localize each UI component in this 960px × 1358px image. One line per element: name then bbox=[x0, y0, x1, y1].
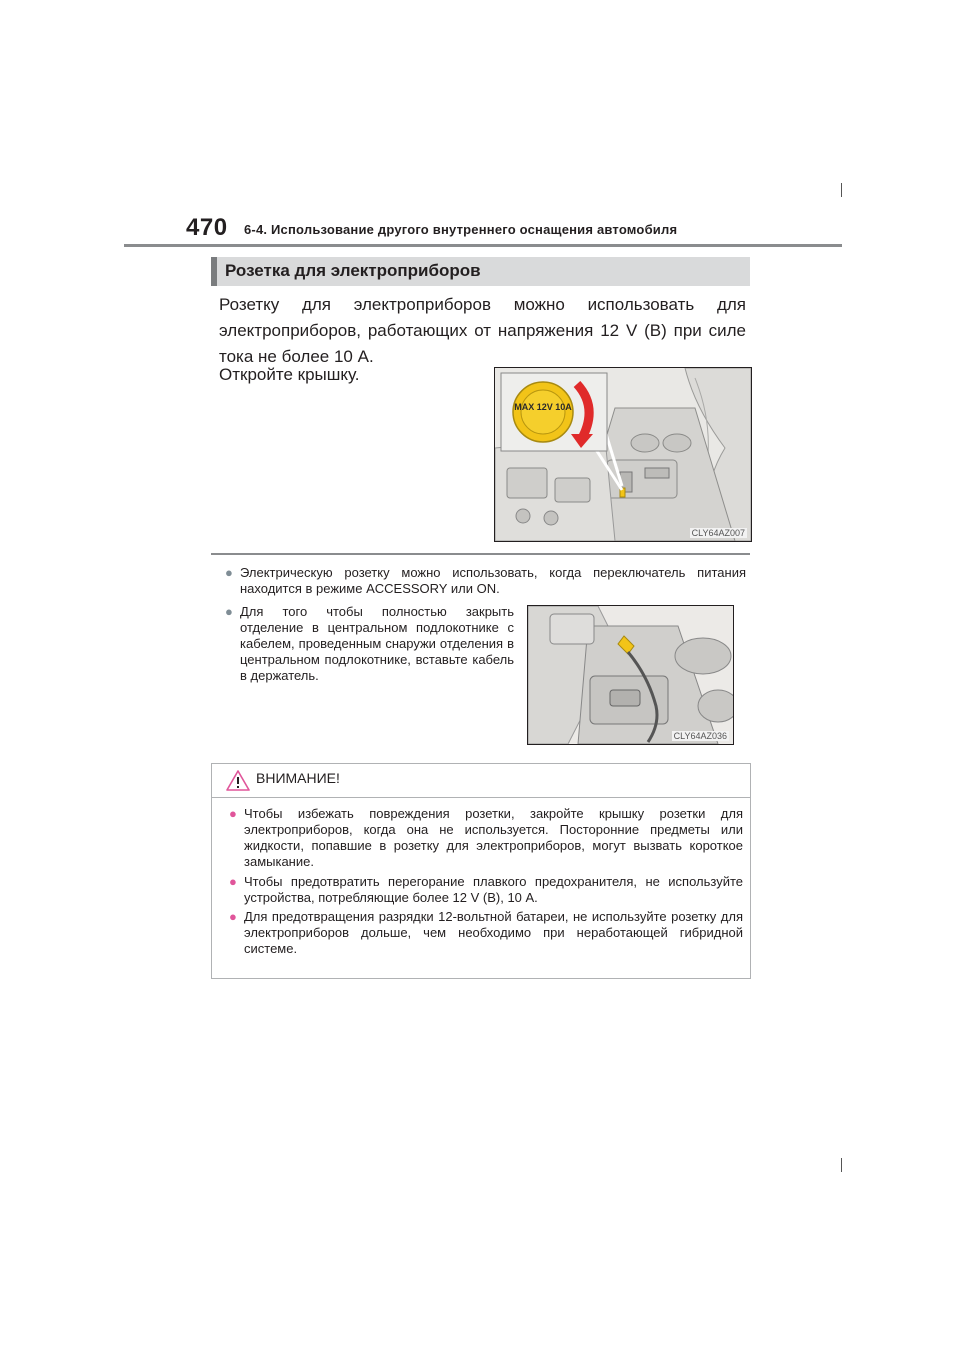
intro-paragraph: Розетку для электроприборов можно использовать для электроприборов, работающих от напряжения 12 V (В) при силе тока не более 10 А. bbox=[219, 295, 746, 366]
console-illustration bbox=[495, 368, 751, 541]
bullet-icon: ● bbox=[229, 909, 237, 924]
note-text: Электрическую розетку можно использовать, когда переключатель питания находится в режиме ACCESSORY или ON. bbox=[240, 565, 746, 596]
caution-title: ВНИМАНИЕ! bbox=[256, 770, 340, 786]
note-text: Для того чтобы полностью закрыть отделение в центральном подлокотнике с кабелем, проведенным снаружи отделения в центральном подлокотнике, вставьте кабель в держатель. bbox=[240, 604, 514, 683]
header-rule bbox=[124, 244, 842, 247]
caution-separator bbox=[212, 797, 750, 798]
caution-text: Для предотвращения разрядки 12-вольтной батареи, не используйте розетку для электроприборов дольше, чем необходимо при неработающей гибридной системе. bbox=[244, 909, 743, 956]
figure-cable-holder bbox=[527, 605, 734, 745]
page-number: 470 bbox=[186, 214, 228, 241]
bullet-icon: ● bbox=[225, 604, 233, 619]
section-heading-bar bbox=[211, 257, 750, 286]
section-title: Розетка для электроприборов bbox=[225, 261, 481, 280]
section-divider bbox=[211, 553, 750, 555]
note-item bbox=[225, 604, 515, 694]
cap-label-max: MAX 12V 10A bbox=[514, 402, 572, 412]
bullet-icon: ● bbox=[225, 565, 233, 580]
crop-mark-top bbox=[841, 183, 842, 197]
crop-mark-bottom bbox=[841, 1158, 842, 1172]
section-accent bbox=[211, 257, 217, 286]
armrest-illustration bbox=[528, 606, 733, 744]
caution-text: Чтобы избежать повреждения розетки, закройте крышку розетки для электроприборов, когда она не используется. Посторонние предметы или жидкости, попавшие в розетку для электроприборов, могут вызвать короткое замыкание. bbox=[244, 806, 743, 869]
bullet-icon: ● bbox=[229, 806, 237, 821]
caution-box bbox=[211, 763, 751, 979]
step-open-lid: Откройте крышку. bbox=[219, 365, 360, 384]
figure-code-2: CLY64AZ036 bbox=[673, 731, 727, 741]
note-item bbox=[225, 565, 746, 601]
warning-triangle-icon bbox=[226, 770, 250, 791]
running-header: 6-4. Использование другого внутреннего оснащения автомобиля bbox=[244, 222, 678, 237]
figure-open-lid bbox=[494, 367, 752, 542]
caution-text: Чтобы предотвратить перегорание плавкого предохранителя, не используйте устройства, потребляющие более 12 V (В), 10 А. bbox=[244, 874, 743, 905]
bullet-icon: ● bbox=[229, 874, 237, 889]
figure-code-1: CLY64AZ007 bbox=[691, 528, 745, 538]
